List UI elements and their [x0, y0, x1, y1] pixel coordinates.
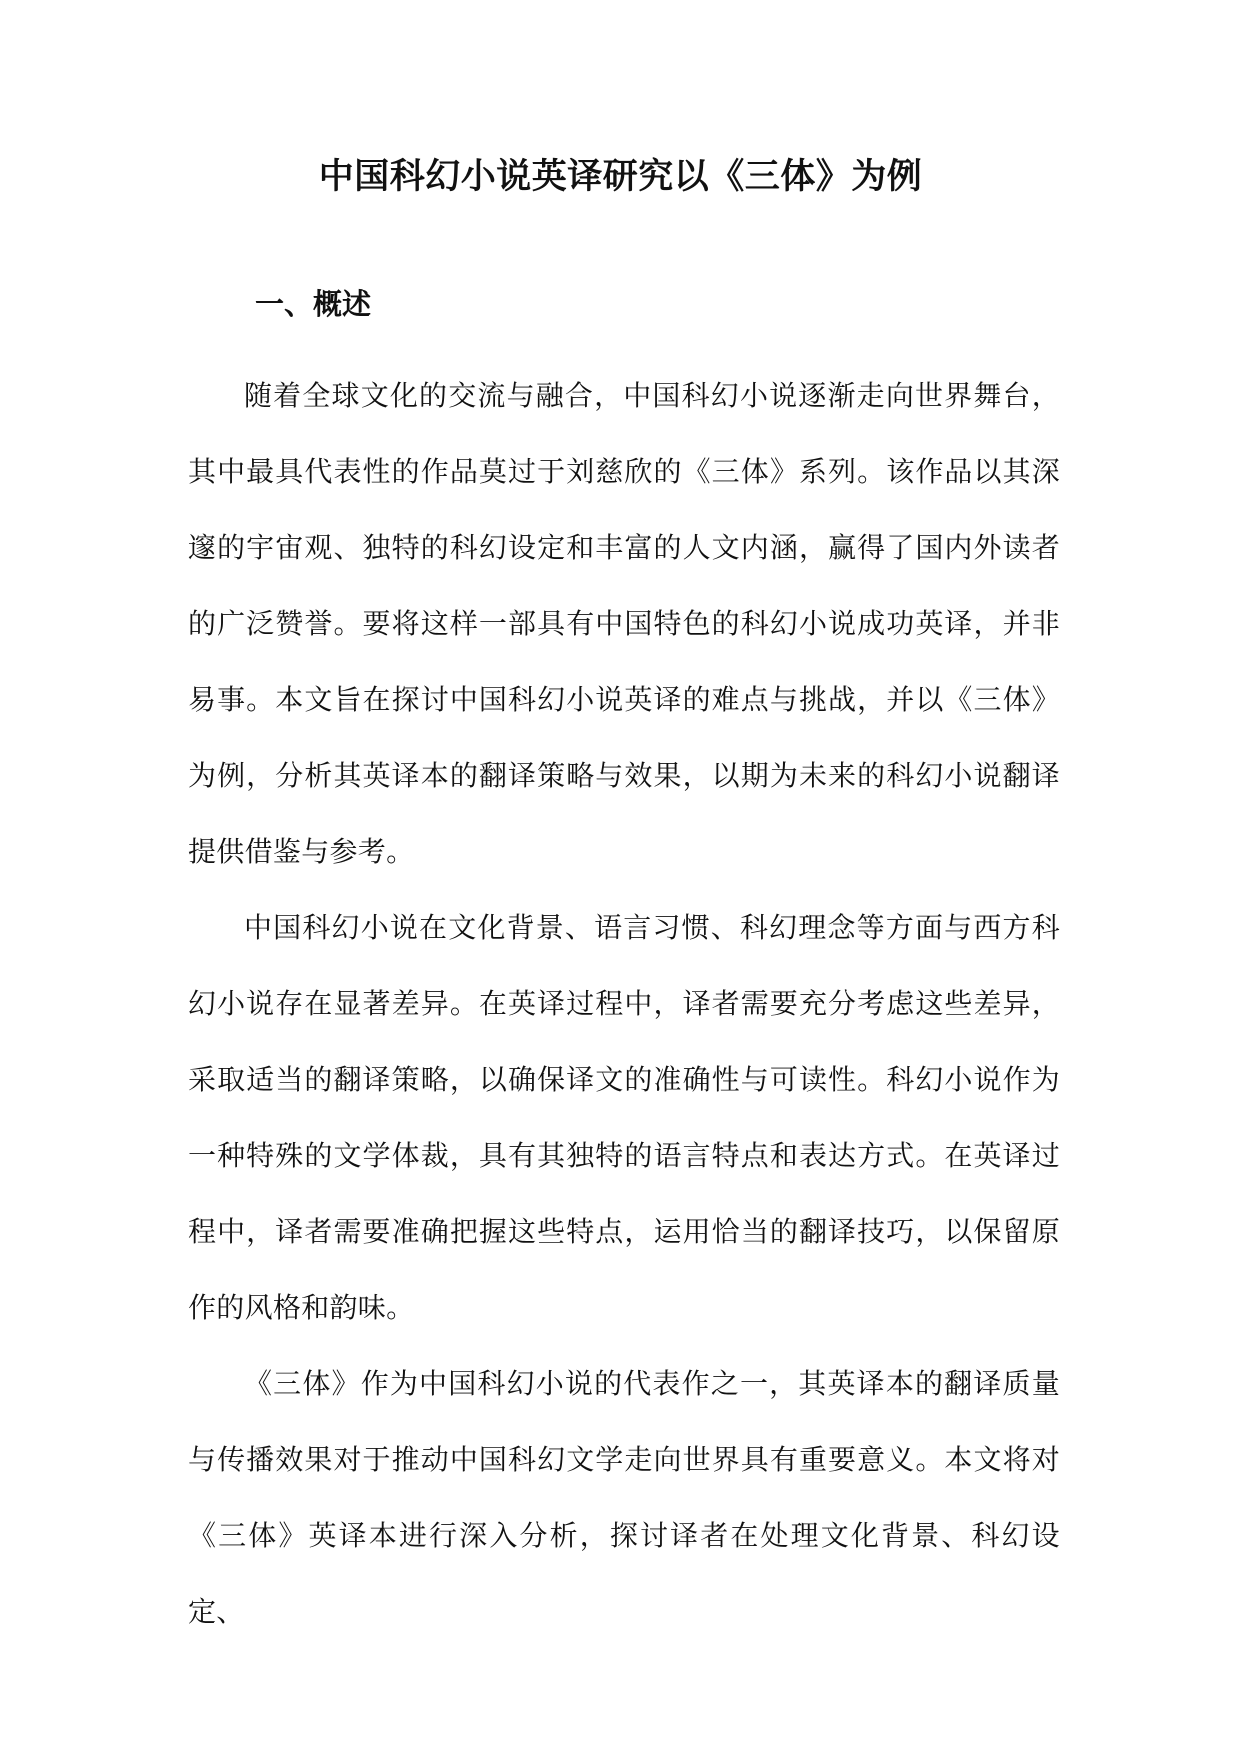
section-heading-overview: 一、概述	[255, 287, 372, 321]
paragraph-3: 《三体》作为中国科幻小说的代表作之一，其英译本的翻译质量与传播效果对于推动中国科幻文学走向世界具有重要意义。本文将对《三体》英译本进行深入分析，探讨译者在处理文化背景、科幻设定、	[188, 1367, 1060, 1628]
document-title: 中国科幻小说英译研究以《三体》为例	[318, 157, 923, 197]
paragraph-1: 随着全球文化的交流与融合，中国科幻小说逐渐走向世界舞台，其中最具代表性的作品莫过于刘慈欣的《三体》系列。该作品以其深邃的宇宙观、独特的科幻设定和丰富的人文内涵，赢得了国内外读者的广泛赞誉。要将这样一部具有中国特色的科幻小说成功英译，并非易事。本文旨在探讨中国科幻小说英译的难点与挑战，并以《三体》为例，分析其英译本的翻译策略与效果，以期为未来的科幻小说翻译提供借鉴与参考。	[188, 379, 1060, 868]
paragraph-2: 中国科幻小说在文化背景、语言习惯、科幻理念等方面与西方科幻小说存在显著差异。在英译过程中，译者需要充分考虑这些差异，采取适当的翻译策略，以确保译文的准确性与可读性。科幻小说作为一种特殊的文学体裁，具有其独特的语言特点和表达方式。在英译过程中，译者需要准确把握这些特点，运用恰当的翻译技巧，以保留原作的风格和韵味。	[188, 911, 1060, 1324]
body-text	[188, 358, 1060, 1650]
